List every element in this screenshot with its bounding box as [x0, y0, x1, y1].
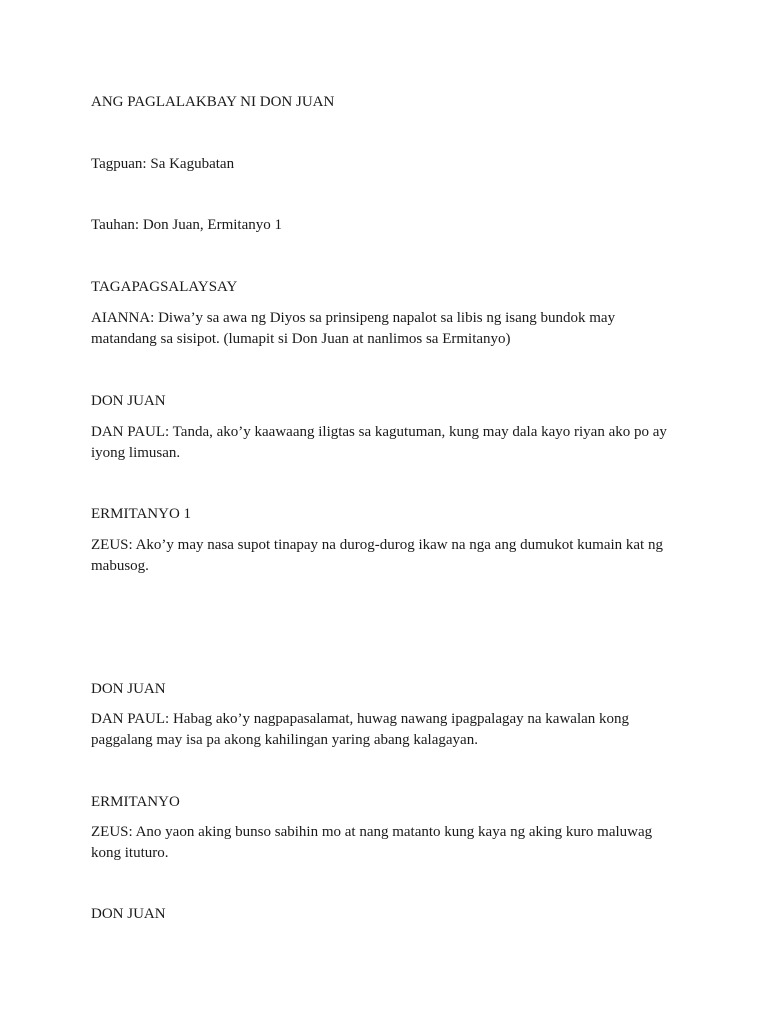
dialogue-paragraph: ZEUS: Ako’y may nasa supot tinapay na durog-durog ikaw na nga ang dumukot kumain kat ng mabusog. [91, 537, 663, 574]
speaker-heading: TAGAPAGSALAYSAY [91, 279, 238, 295]
speaker-heading: ERMITANYO 1 [91, 506, 192, 522]
document-title: ANG PAGLALAKBAY NI DON JUAN [91, 94, 335, 110]
speaker-heading: DON JUAN [91, 906, 166, 922]
speaker-heading: DON JUAN [91, 681, 166, 697]
dialogue-paragraph: DAN PAUL: Tanda, ako’y kaawaang iligtas sa kagutuman, kung may dala kayo riyan ako po ay iyong limusan. [91, 424, 667, 461]
dialogue-paragraph: AIANNA: Diwa’y sa awa ng Diyos sa prinsipeng napalot sa libis ng isang bundok may matandang sa sisipot. (lumapit si Don Juan at nanlimos sa Ermitanyo) [91, 310, 616, 347]
characters-line: Tauhan: Don Juan, Ermitanyo 1 [91, 217, 282, 233]
speaker-heading: DON JUAN [91, 393, 166, 409]
speaker-heading: ERMITANYO [91, 794, 180, 810]
setting-line: Tagpuan: Sa Kagubatan [91, 156, 235, 172]
dialogue-paragraph: ZEUS: Ano yaon aking bunso sabihin mo at nang matanto kung kaya ng aking kuro maluwag kong ituturo. [91, 824, 653, 861]
dialogue-paragraph: DAN PAUL: Habag ako’y nagpapasalamat, huwag nawang ipagpalagay na kawalan kong paggalang may isa pa akong kahilingan yaring abang kalagayan. [91, 711, 630, 748]
